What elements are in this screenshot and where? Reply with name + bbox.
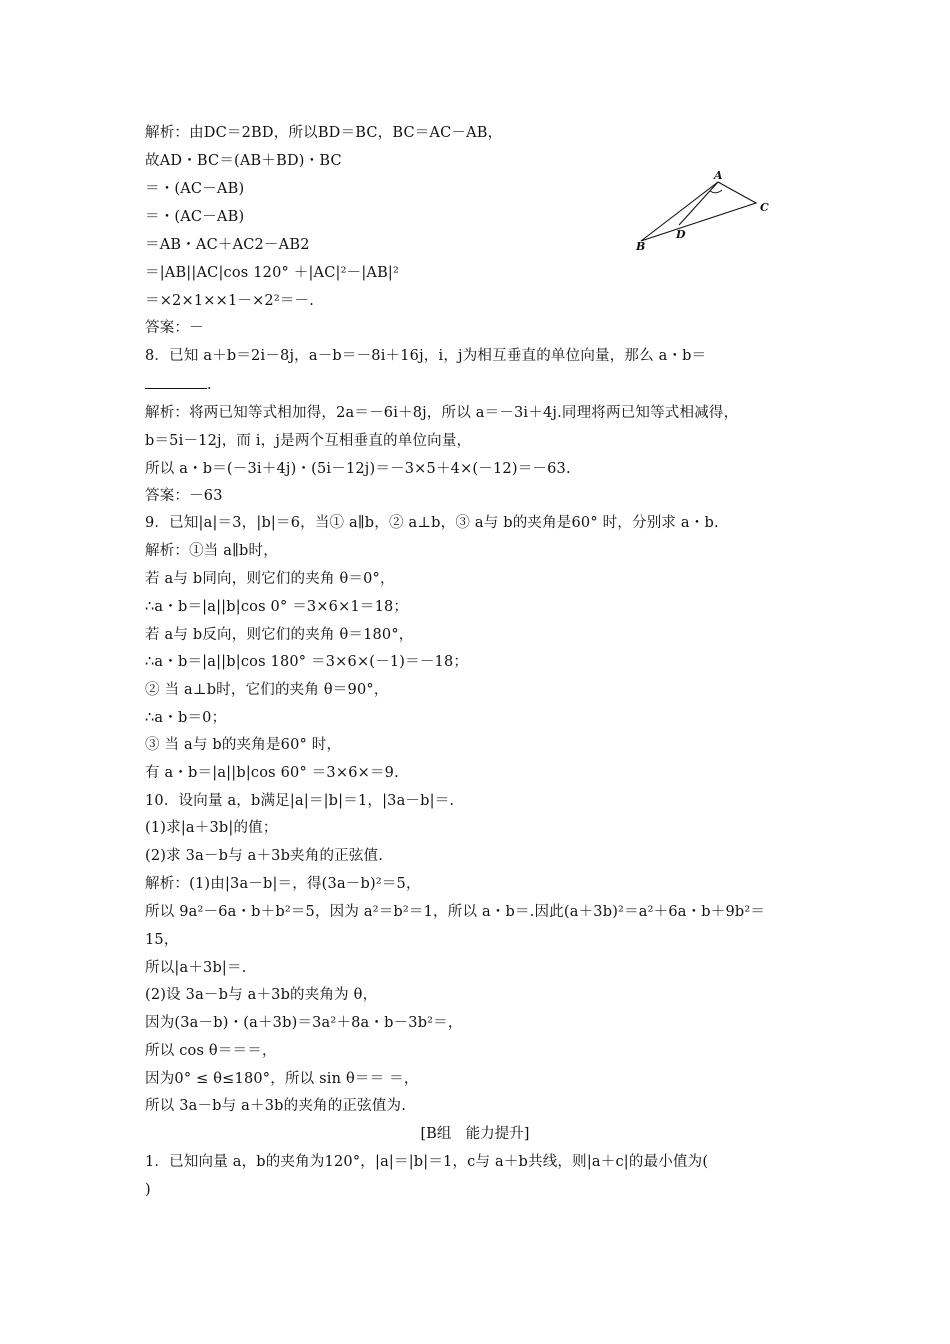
answer-blank-line: . <box>145 374 212 395</box>
question-8: 8．已知 a＋b＝2i－8j，a－b＝－8i＋16j，i，j为相互垂直的单位向量，那么 a・b＝ <box>145 348 707 364</box>
text-line: 所以 9a²－6a・b＋b²＝5，因为 a²＝b²＝1，所以 a・b＝.因此(a＋3b)²＝a²＋6a・b＋9b²＝ <box>145 904 766 920</box>
text-line: 因为(3a－b)・(a＋3b)＝3a²＋8a・b－3b²＝， <box>145 1015 463 1031</box>
text-line: 解析：将两已知等式相加得，2a＝－6i＋8j，所以 a＝－3i＋4j.同理将两已知等式相减得， <box>145 405 739 421</box>
text-line: ② 当 a⊥b时，它们的夹角 θ＝90°， <box>145 682 389 698</box>
question-b1: 1．已知向量 a，b的夹角为120°，|a|＝|b|＝1，c与 a＋b共线，则|a＋c|的最小值为( <box>145 1154 709 1170</box>
text-line: 所以 cos θ＝＝＝， <box>145 1043 277 1059</box>
text-line: ＝AB・AC＋AC2－AB2 <box>145 237 310 253</box>
text-line: b＝5i－12j，而 i，j是两个互相垂直的单位向量， <box>145 433 472 449</box>
text-line: ) <box>145 1182 151 1198</box>
text-line: 若 a与 b同向，则它们的夹角 θ＝0°， <box>145 571 395 587</box>
text-line: 若 a与 b反向，则它们的夹角 θ＝180°， <box>145 627 414 643</box>
text-line: 解析：(1)由|3a－b|＝，得(3a－b)²＝5， <box>145 876 421 892</box>
text-line: 解析：由DC＝2BD，所以BD＝BC，BC＝AC－AB， <box>145 125 503 141</box>
text-line: (2)设 3a－b与 a＋3b的夹角为 θ， <box>145 987 378 1003</box>
question-10: 10．设向量 a，b满足|a|＝|b|＝1，|3a－b|＝. <box>145 793 455 809</box>
text-line: 所以 3a－b与 a＋3b的夹角的正弦值为. <box>145 1098 407 1114</box>
text-line: 解析：①当 a∥b时， <box>145 543 278 559</box>
text-line: ＝・(AC－AB) <box>145 209 245 225</box>
text-line: (1)求|a＋3b|的值； <box>145 820 278 836</box>
text-line: 所以 a・b＝(－3i＋4j)・(5i－12j)＝－3×5＋4×(－12)＝－63. <box>145 461 571 477</box>
triangle-abc <box>641 182 756 241</box>
answer-blank <box>145 374 207 389</box>
text-line: 故AD・BC＝(AB＋BD)・BC <box>145 153 342 169</box>
text-line: 有 a・b＝|a||b|cos 60° ＝3×6×＝9. <box>145 765 399 781</box>
text-line: ∴a・b＝|a||b|cos 180° ＝3×6×(－1)＝－18； <box>145 654 469 670</box>
answer-line: 答案：－63 <box>145 488 223 504</box>
question-9: 9．已知|a|＝3，|b|＝6，当① a∥b，② a⊥b，③ a与 b的夹角是60° 时，分别求 a・b. <box>145 515 719 531</box>
label-b: B <box>636 240 646 253</box>
text-line: ＝×2×1××1－×2²＝－. <box>145 293 315 309</box>
text-line: (2)求 3a－b与 a＋3b夹角的正弦值. <box>145 848 384 864</box>
text-line: ＝・(AC－AB) <box>145 181 245 197</box>
label-d: D <box>676 228 686 241</box>
text-line: 所以|a＋3b|＝. <box>145 960 247 976</box>
text-line: ＝|AB||AC|cos 120° ＋|AC|²－|AB|² <box>145 265 400 281</box>
answer-line: 答案：－ <box>145 320 204 336</box>
text-line: 因为0° ≤ θ≤180°，所以 sin θ＝＝ ＝， <box>145 1071 419 1087</box>
section-heading: [B组 能力提升] <box>420 1126 530 1142</box>
segment-ad <box>679 182 718 225</box>
label-a: A <box>714 169 723 182</box>
text-line: 15， <box>145 932 179 948</box>
triangle-figure <box>630 168 790 258</box>
label-c: C <box>760 201 769 214</box>
text-line: ∴a・b＝0； <box>145 710 227 726</box>
text-line: ③ 当 a与 b的夹角是60° 时， <box>145 737 342 753</box>
text-line: ∴a・b＝|a||b|cos 0° ＝3×6×1＝18； <box>145 599 409 615</box>
angle-arc <box>710 190 722 193</box>
